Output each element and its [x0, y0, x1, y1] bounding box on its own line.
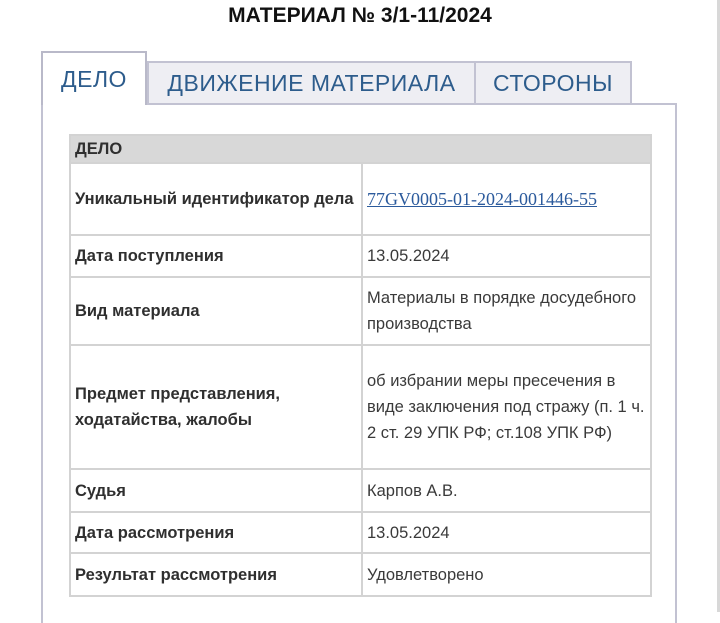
tab-case[interactable]: ДЕЛО	[41, 51, 147, 105]
table-row	[70, 553, 651, 596]
case-uid-link[interactable]: 77GV0005-01-2024-001446-55	[367, 188, 597, 209]
row-value: 13.05.2024	[362, 235, 651, 277]
row-value: Удовлетворено	[362, 553, 651, 596]
tab-material-movement[interactable]: ДВИЖЕНИЕ МАТЕРИАЛА	[147, 61, 476, 103]
table-row	[70, 277, 651, 345]
row-value: Материалы в порядке досудебного производства	[362, 277, 651, 345]
page-title: МАТЕРИАЛ № 3/1-11/2024	[228, 4, 492, 27]
row-label: Дата поступления	[70, 235, 362, 277]
table-row	[70, 163, 651, 235]
row-label: Результат рассмотрения	[70, 553, 362, 596]
table-row	[70, 235, 651, 277]
case-info-table	[69, 134, 652, 597]
case-panel	[41, 103, 677, 623]
row-value: об избрании меры пресечения в виде заключения под стражу (п. 1 ч. 2 ст. 29 УПК РФ; ст.108 УПК РФ)	[362, 345, 651, 469]
row-value	[362, 163, 651, 235]
tab-parties[interactable]: СТОРОНЫ	[474, 61, 632, 103]
row-value: 13.05.2024	[362, 512, 651, 553]
section-title: ДЕЛО	[70, 135, 651, 163]
row-label: Судья	[70, 469, 362, 512]
row-label: Дата рассмотрения	[70, 512, 362, 553]
table-row	[70, 345, 651, 469]
row-label: Предмет представления, ходатайства, жалобы	[70, 345, 362, 469]
table-row	[70, 469, 651, 512]
table-row	[70, 512, 651, 553]
row-value: Карпов А.В.	[362, 469, 651, 512]
row-label: Вид материала	[70, 277, 362, 345]
row-label: Уникальный идентификатор дела	[70, 163, 362, 235]
section-header-row	[70, 135, 651, 163]
